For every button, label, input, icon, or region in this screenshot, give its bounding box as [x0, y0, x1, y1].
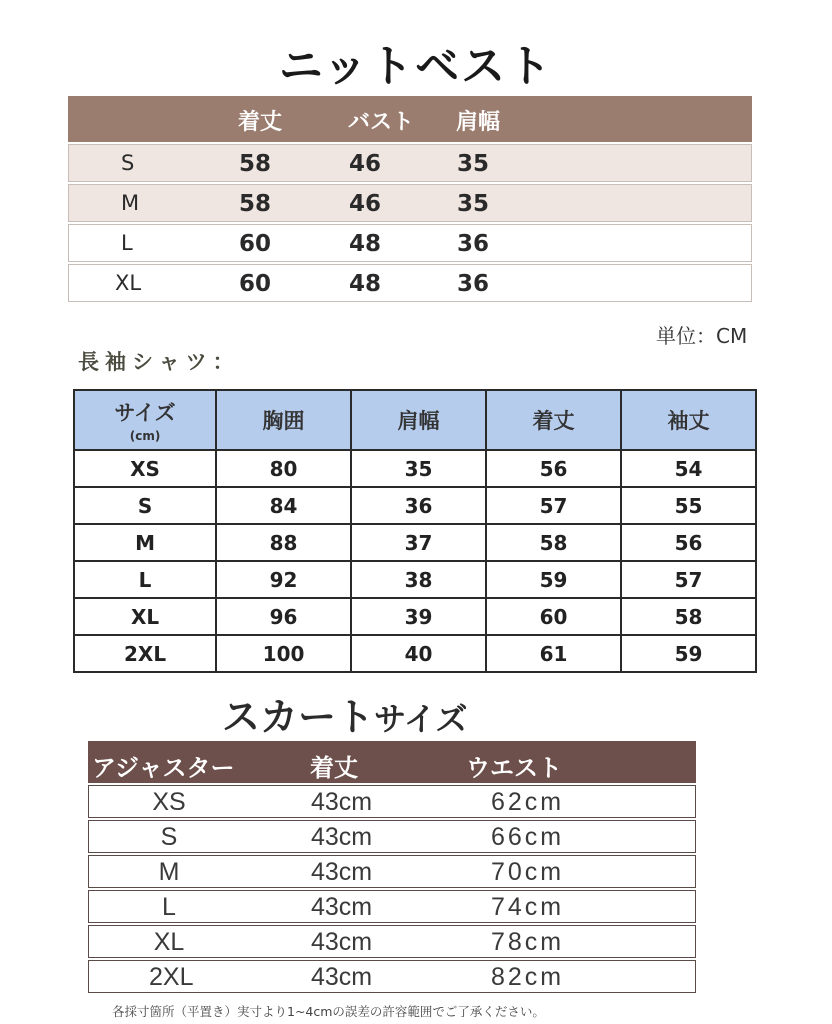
- shirt-header-shoulder: 肩幅: [351, 390, 486, 450]
- vest-shoulder: 36: [457, 271, 490, 297]
- table-row: [74, 598, 756, 635]
- shirt-shoulder: 39: [351, 598, 486, 635]
- vest-shoulder: 35: [457, 151, 490, 177]
- skirt-header-length: 着丈: [310, 754, 358, 782]
- vest-row: [68, 184, 752, 222]
- vest-row: [68, 264, 752, 302]
- vest-bust: 48: [349, 231, 382, 257]
- skirt-header-size: アジャスター: [92, 754, 235, 782]
- shirt-chest: 96: [216, 598, 351, 635]
- shirt-header-size: [74, 390, 216, 450]
- table-row: [88, 820, 696, 853]
- vest-size: M: [121, 191, 140, 215]
- skirt-size: M: [158, 858, 180, 886]
- shirt-shoulder: 37: [351, 524, 486, 561]
- table-row: [88, 785, 696, 818]
- shirt-size-table: [73, 389, 757, 673]
- table-row: [74, 561, 756, 598]
- shirt-length: 60: [486, 598, 621, 635]
- table-row: [88, 855, 696, 888]
- skirt-title: [222, 686, 467, 741]
- measurement-note: 各採寸箇所（平置き）実寸より1~4cmの誤差の許容範囲でご了承ください。: [112, 1004, 545, 1019]
- table-row: [88, 960, 696, 993]
- shirt-size: 2XL: [74, 635, 216, 672]
- vest-length: 58: [239, 191, 272, 217]
- vest-length: 60: [239, 271, 272, 297]
- shirt-header-size-label: サイズ: [114, 401, 176, 425]
- shirt-header-unit: (cm): [129, 429, 161, 443]
- skirt-waist: 62cm: [491, 788, 565, 816]
- shirt-length: 61: [486, 635, 621, 672]
- vest-header-shoulder: 肩幅: [456, 110, 501, 135]
- shirt-shoulder: 40: [351, 635, 486, 672]
- skirt-size-table: [88, 741, 696, 993]
- skirt-length: 43cm: [311, 823, 373, 851]
- shirt-header-length: 着丈: [486, 390, 621, 450]
- vest-header-bust: バスト: [348, 110, 415, 135]
- shirt-sleeve: 57: [621, 561, 756, 598]
- skirt-length: 43cm: [311, 858, 373, 886]
- vest-size: L: [121, 231, 133, 255]
- shirt-size: XL: [74, 598, 216, 635]
- shirt-sleeve: 54: [621, 450, 756, 487]
- skirt-waist: 70cm: [491, 858, 565, 886]
- skirt-length: 43cm: [311, 963, 373, 991]
- skirt-size: 2XL: [149, 963, 194, 991]
- shirt-chest: 100: [216, 635, 351, 672]
- skirt-size: XS: [152, 788, 186, 816]
- shirt-chest: 92: [216, 561, 351, 598]
- shirt-size: S: [74, 487, 216, 524]
- shirt-sleeve: 59: [621, 635, 756, 672]
- vest-size: S: [121, 151, 135, 175]
- shirt-sleeve: 56: [621, 524, 756, 561]
- shirt-chest: 80: [216, 450, 351, 487]
- vest-row: [68, 144, 752, 182]
- skirt-waist: 74cm: [491, 893, 565, 921]
- vest-row: [68, 224, 752, 262]
- vest-bust: 46: [349, 151, 382, 177]
- shirt-size: M: [74, 524, 216, 561]
- shirt-length: 59: [486, 561, 621, 598]
- shirt-length: 57: [486, 487, 621, 524]
- vest-title: ニットベスト: [278, 41, 554, 92]
- shirt-shoulder: 38: [351, 561, 486, 598]
- shirt-shoulder: 36: [351, 487, 486, 524]
- table-row: [74, 524, 756, 561]
- skirt-size: XL: [153, 928, 185, 956]
- table-row: [74, 487, 756, 524]
- shirt-header-chest: 胸囲: [216, 390, 351, 450]
- skirt-length: 43cm: [311, 788, 373, 816]
- shirt-title: 長袖シャツ：: [78, 350, 240, 374]
- table-row: [74, 635, 756, 672]
- skirt-waist: 82cm: [491, 963, 565, 991]
- table-row: [88, 925, 696, 958]
- shirt-length: 56: [486, 450, 621, 487]
- skirt-title-suffix: サイズ: [374, 700, 468, 738]
- skirt-size: L: [162, 893, 176, 921]
- shirt-sleeve: 58: [621, 598, 756, 635]
- unit-label: 単位：CM: [656, 324, 748, 348]
- skirt-waist: 66cm: [491, 823, 565, 851]
- vest-header-length: 着丈: [238, 110, 283, 135]
- shirt-header-sleeve: 袖丈: [621, 390, 756, 450]
- vest-table-header: [68, 96, 752, 142]
- table-row: [74, 450, 756, 487]
- vest-size-table: [68, 96, 752, 302]
- vest-size: XL: [115, 271, 142, 295]
- skirt-waist: 78cm: [491, 928, 565, 956]
- vest-bust: 48: [349, 271, 382, 297]
- skirt-header-waist: ウエスト: [466, 754, 562, 782]
- shirt-table-header: [74, 390, 756, 450]
- shirt-length: 58: [486, 524, 621, 561]
- shirt-chest: 88: [216, 524, 351, 561]
- shirt-chest: 84: [216, 487, 351, 524]
- vest-length: 60: [239, 231, 272, 257]
- shirt-sleeve: 55: [621, 487, 756, 524]
- vest-bust: 46: [349, 191, 382, 217]
- shirt-size: XS: [74, 450, 216, 487]
- skirt-length: 43cm: [311, 928, 373, 956]
- vest-length: 58: [239, 151, 272, 177]
- shirt-size: L: [74, 561, 216, 598]
- shirt-shoulder: 35: [351, 450, 486, 487]
- vest-shoulder: 36: [457, 231, 490, 257]
- skirt-title-main: スカート: [222, 695, 375, 739]
- skirt-table-header: [88, 741, 696, 783]
- skirt-size: S: [160, 823, 178, 851]
- table-row: [88, 890, 696, 923]
- vest-shoulder: 35: [457, 191, 490, 217]
- skirt-length: 43cm: [311, 893, 373, 921]
